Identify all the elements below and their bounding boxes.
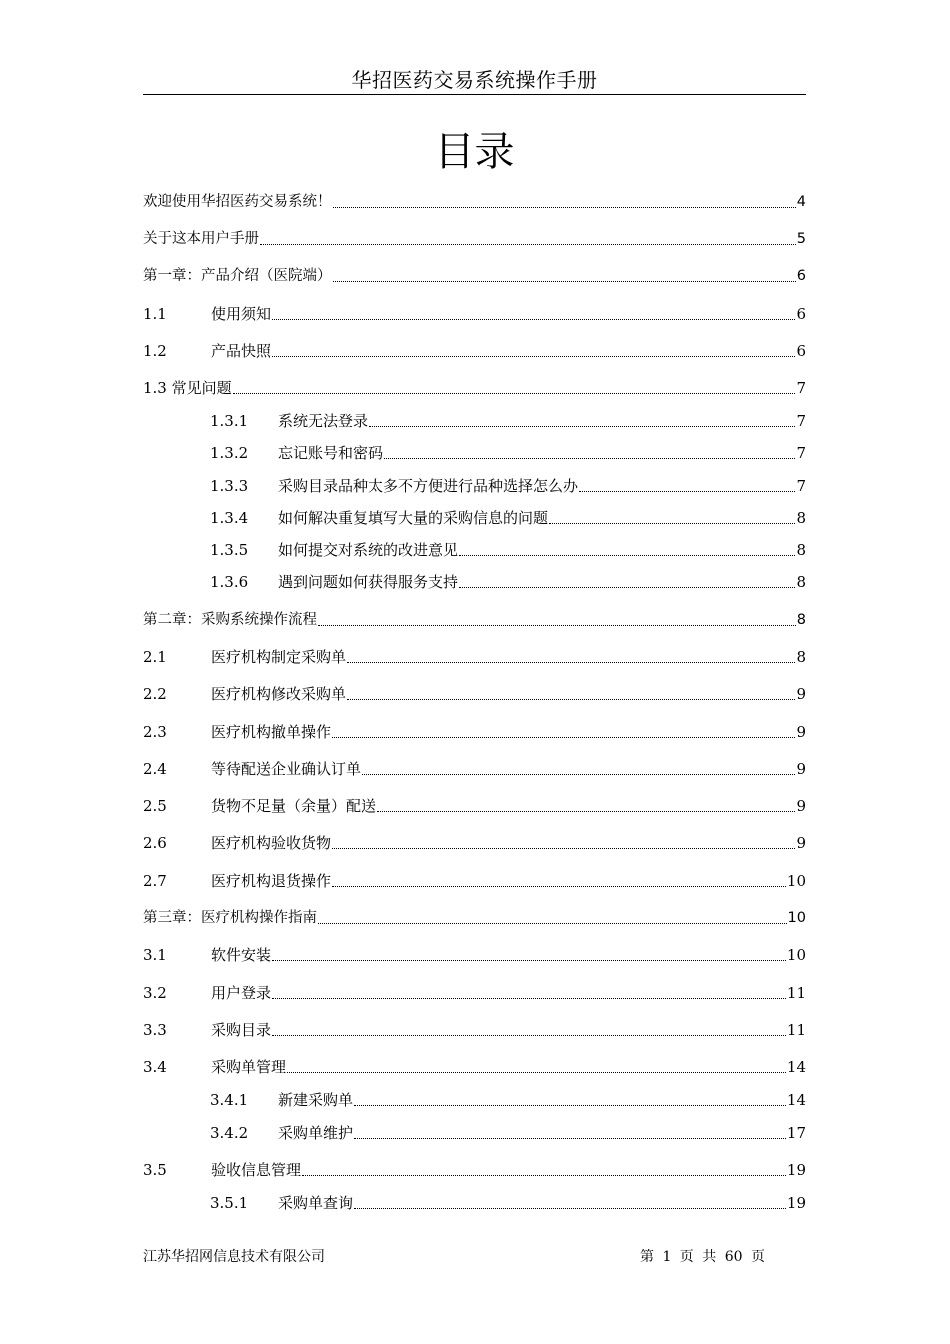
toc-entry-number: 2.5 [143, 797, 167, 815]
running-header-title: 华招医药交易系统操作手册 [351, 68, 598, 92]
toc-dot-leader [377, 811, 795, 812]
toc-entry[interactable] [143, 300, 806, 324]
toc-entry-number: 3.4 [143, 1058, 167, 1076]
toc-entry[interactable] [143, 439, 806, 463]
toc-entry-page: 10 [786, 946, 806, 964]
toc-entry-label: 忘记账号和密码 [278, 444, 384, 462]
toc-dot-leader [287, 1072, 786, 1073]
toc-dot-leader [333, 281, 796, 282]
toc-entry[interactable] [143, 536, 806, 560]
toc-entry-label: 医疗机构退货操作 [211, 872, 332, 890]
toc-entry-label: 医疗机构制定采购单 [211, 648, 347, 666]
toc-entry-label: 第二章：采购系统操作流程 [143, 612, 317, 628]
toc-entry-page: 8 [796, 509, 806, 527]
toc-entry-number: 3.3 [143, 1021, 167, 1039]
toc-dot-leader [459, 555, 795, 556]
toc-entry-number: 3.1 [143, 946, 167, 964]
toc-entry-number: 1.3.4 [210, 509, 249, 527]
toc-entry-number: 1.3.1 [210, 412, 249, 430]
toc-entry-number: 3.4.2 [210, 1124, 249, 1142]
toc-dot-leader [384, 458, 795, 459]
toc-entry-label: 验收信息管理 [211, 1161, 302, 1179]
toc-dot-leader [347, 699, 795, 700]
toc-dot-leader [233, 393, 796, 394]
toc-entry[interactable] [143, 680, 806, 704]
toc-entry-number: 3.5 [143, 1161, 167, 1179]
toc-entry-number: 3.5.1 [210, 1194, 249, 1212]
toc-entry[interactable] [143, 979, 806, 1003]
toc-entry-label: 使用须知 [211, 305, 272, 323]
toc-entry[interactable] [143, 606, 806, 630]
toc-dot-leader [318, 923, 787, 924]
footer-page-info: 第 1 页 共 60 页 [640, 1249, 765, 1265]
toc-entry-page: 14 [786, 1091, 806, 1109]
toc-entry-page: 11 [786, 1021, 806, 1039]
toc-entry-number: 2.3 [143, 723, 167, 741]
toc-entry-number: 1.3.5 [210, 541, 249, 559]
toc-entry-number: 1.3.3 [210, 477, 249, 495]
toc-entry-page: 6 [796, 342, 806, 360]
toc-entry-page: 14 [786, 1058, 806, 1076]
toc-entry-number: 3.4.1 [210, 1091, 249, 1109]
toc-dot-leader [354, 1105, 786, 1106]
toc-entry-label: 采购目录 [211, 1021, 272, 1039]
toc-dot-leader [272, 960, 786, 961]
toc-entry[interactable] [143, 1053, 806, 1077]
toc-entry[interactable] [143, 792, 806, 816]
toc-entry-label: 等待配送企业确认订单 [211, 760, 362, 778]
toc-entry-page: 8 [796, 648, 806, 666]
toc-entry-page: 5 [796, 231, 806, 247]
toc-entry-page: 19 [786, 1194, 806, 1212]
toc-entry-number: 1.1 [143, 305, 167, 323]
toc-entry-label: 如何解决重复填写大量的采购信息的问题 [278, 509, 549, 527]
toc-entry-page: 19 [786, 1161, 806, 1179]
toc-entry[interactable] [143, 904, 806, 928]
toc-entry-label: 产品快照 [211, 342, 272, 360]
toc-entry[interactable] [143, 262, 806, 286]
toc-dot-leader [332, 886, 786, 887]
toc-entry[interactable] [143, 1086, 806, 1110]
toc-entry-page: 4 [796, 194, 806, 210]
toc-entry-page: 8 [796, 541, 806, 559]
toc-entry-number: 2.7 [143, 872, 167, 890]
toc-entry-label: 采购目录品种太多不方便进行品种选择怎么办 [278, 477, 579, 495]
toc-entry-label: 软件安装 [211, 946, 272, 964]
toc-entry[interactable] [143, 188, 806, 212]
toc-dot-leader [318, 625, 796, 626]
toc-entry-label: 货物不足量（余量）配送 [211, 797, 377, 815]
toc-entry[interactable] [143, 568, 806, 592]
toc-entry-label: 欢迎使用华招医药交易系统！ [143, 194, 332, 210]
toc-dot-leader [302, 1175, 786, 1176]
toc-entry-number: 1.3.2 [210, 444, 249, 462]
toc-entry[interactable] [143, 374, 806, 398]
toc-entry-label: 1.3 常见问题 [143, 379, 232, 397]
toc-dot-leader [354, 1138, 786, 1139]
toc-entry[interactable] [143, 867, 806, 891]
toc-dot-leader [549, 523, 795, 524]
toc-entry[interactable] [143, 829, 806, 853]
toc-entry-page: 6 [796, 305, 806, 323]
toc-dot-leader [347, 662, 795, 663]
toc-entry-page: 6 [796, 268, 806, 284]
toc-entry-page: 9 [796, 723, 806, 741]
toc-entry-label: 如何提交对系统的改进意见 [278, 541, 459, 559]
toc-entry-page: 9 [796, 834, 806, 852]
toc-entry-page: 10 [787, 910, 806, 926]
toc-entry-number: 1.2 [143, 342, 167, 360]
toc-entry-page: 7 [796, 477, 806, 495]
toc-dot-leader [579, 491, 795, 492]
toc-entry-page: 9 [796, 685, 806, 703]
toc-dot-leader [272, 998, 786, 999]
toc-entry[interactable] [143, 1189, 806, 1213]
toc-entry-label: 用户登录 [211, 984, 272, 1002]
toc-entry-number: 3.2 [143, 984, 167, 1002]
toc-entry[interactable] [143, 1119, 806, 1143]
toc-entry-label: 采购单维护 [278, 1124, 354, 1142]
toc-entry[interactable] [143, 755, 806, 779]
toc-entry-page: 7 [796, 379, 806, 397]
toc-entry-page: 7 [796, 444, 806, 462]
toc-dot-leader [332, 848, 795, 849]
toc-entry-number: 1.3.6 [210, 573, 249, 591]
header-divider [143, 94, 806, 95]
toc-entry-page: 9 [796, 797, 806, 815]
toc-dot-leader [362, 774, 795, 775]
toc-entry-label: 第三章：医疗机构操作指南 [143, 910, 317, 926]
toc-entry[interactable] [143, 941, 806, 965]
toc-entry-number: 2.4 [143, 760, 167, 778]
toc-dot-leader [260, 244, 796, 245]
toc-entry-page: 10 [786, 872, 806, 890]
toc-dot-leader [369, 426, 795, 427]
toc-dot-leader [332, 737, 795, 738]
toc-entry-label: 关于这本用户手册 [143, 231, 259, 247]
toc-entry-number: 2.1 [143, 648, 167, 666]
toc-entry[interactable] [143, 643, 806, 667]
toc-entry[interactable] [143, 472, 806, 496]
toc-entry-number: 2.2 [143, 685, 167, 703]
footer-company: 江苏华招网信息技术有限公司 [143, 1249, 325, 1265]
toc-entry-page: 11 [786, 984, 806, 1002]
toc-dot-leader [272, 356, 795, 357]
toc-entry-label: 遇到问题如何获得服务支持 [278, 573, 459, 591]
toc-dot-leader [272, 319, 795, 320]
toc-entry-label: 第一章：产品介绍（医院端） [143, 268, 332, 284]
toc-entry-label: 医疗机构修改采购单 [211, 685, 347, 703]
toc-entry-label: 系统无法登录 [278, 412, 369, 430]
toc-entry-page: 9 [796, 760, 806, 778]
toc-entry-page: 7 [796, 412, 806, 430]
page-title: 目录 [434, 129, 515, 175]
toc-dot-leader [272, 1035, 786, 1036]
toc-entry[interactable] [143, 407, 806, 431]
toc-entry-label: 医疗机构撤单操作 [211, 723, 332, 741]
toc-entry-label: 采购单查询 [278, 1194, 354, 1212]
toc-entry[interactable] [143, 1156, 806, 1180]
toc-entry-label: 新建采购单 [278, 1091, 354, 1109]
toc-entry-page: 8 [796, 573, 806, 591]
toc-entry[interactable] [143, 718, 806, 742]
toc-entry-number: 2.6 [143, 834, 167, 852]
toc-entry[interactable] [143, 225, 806, 249]
toc-dot-leader [333, 207, 796, 208]
toc-entry-label: 医疗机构验收货物 [211, 834, 332, 852]
toc-entry-page: 8 [796, 612, 806, 628]
toc-dot-leader [354, 1208, 786, 1209]
toc-entry[interactable] [143, 504, 806, 528]
toc-entry-label: 采购单管理 [211, 1058, 287, 1076]
toc-entry[interactable] [143, 337, 806, 361]
toc-entry-page: 17 [786, 1124, 806, 1142]
toc-dot-leader [459, 587, 795, 588]
toc-entry[interactable] [143, 1016, 806, 1040]
